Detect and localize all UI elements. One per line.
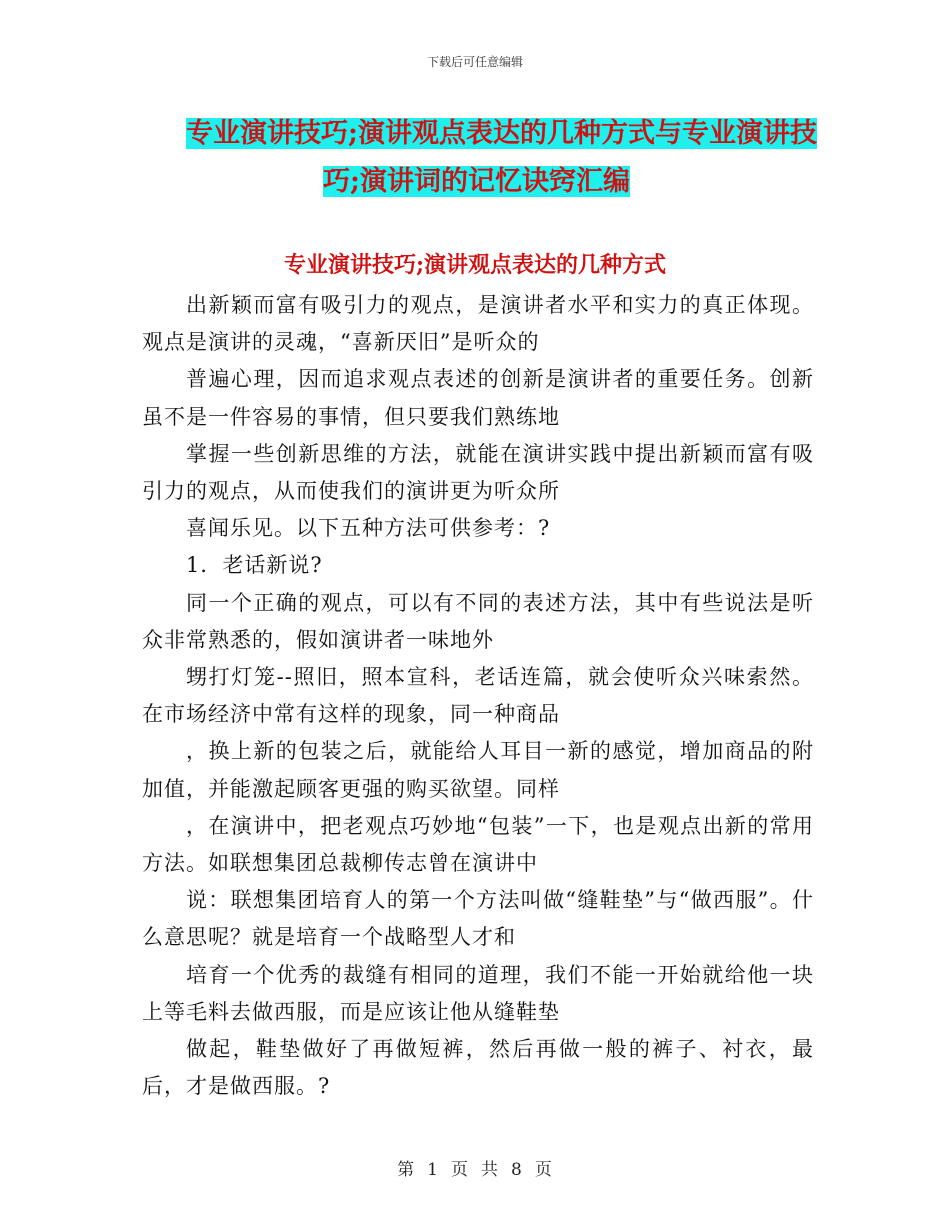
footer-page-word: 第: [397, 1160, 416, 1180]
paragraph: 1．老话新说?: [186, 553, 323, 578]
document-title: [140, 110, 820, 206]
paragraph: 做起，鞋垫做好了再做短裤，然后再做一般的裤子、衬衣，最后，才是做西服。?: [142, 1037, 814, 1099]
paragraph: 甥打灯笼--照旧，照本宣科，老话连篇，就会使听众兴味索然。在市场经济中常有这样的现象，同一种商品: [142, 665, 814, 727]
paragraph: ，在演讲中，把老观点巧妙地“包装”一下，也是观点出新的常用方法。如联想集团总裁柳传志曾在演讲中: [142, 813, 814, 876]
footer-total-word: 共: [481, 1160, 499, 1180]
current-page-number: 1: [427, 1160, 439, 1180]
page-footer: [0, 1155, 950, 1180]
paragraph: 说：联想集团培育人的第一个方法叫做“缝鞋垫”与“做西服”。什么意思呢？就是培育一个战略型人才和: [142, 888, 814, 950]
body-text: [142, 287, 814, 1105]
paragraph: 出新颖而富有吸引力的观点，是演讲者水平和实力的真正体现。观点是演讲的灵魂，“喜新厌旧”是听众的: [142, 293, 814, 355]
paragraph: 掌握一些创新思维的方法，就能在演讲实践中提出新颖而富有吸引力的观点，从而使我们的演讲更为听众所: [142, 441, 814, 504]
header-note: 下载后可任意编辑: [426, 55, 523, 69]
title-line-2: 巧;演讲词的记忆诀窍汇编: [323, 166, 630, 197]
paragraph: 普遍心理，因而追求观点表述的创新是演讲者的重要任务。创新虽不是一件容易的事情，但只要我们熟练地: [142, 367, 814, 429]
section-title: 专业演讲技巧;演讲观点表达的几种方式: [283, 252, 667, 278]
title-line-1: 专业演讲技巧;演讲观点表达的几种方式与专业演讲技: [186, 118, 817, 149]
paragraph: 培育一个优秀的裁缝有相同的道理，我们不能一开始就给他一块上等毛料去做西服，而是应该让他从缝鞋垫: [142, 962, 814, 1024]
paragraph: ，换上新的包装之后，就能给人耳目一新的感觉，增加商品的附加值，并能激起顾客更强的购买欲望。同样: [142, 739, 814, 801]
paragraph: 同一个正确的观点，可以有不同的表述方法，其中有些说法是听众非常熟悉的，假如演讲者一味地外: [142, 590, 814, 652]
footer-total-unit: 页: [534, 1160, 553, 1180]
total-pages-number: 8: [511, 1160, 523, 1180]
footer-page-unit: 页: [451, 1160, 469, 1180]
paragraph: 喜闻乐见。以下五种方法可供参考：?: [186, 516, 551, 541]
